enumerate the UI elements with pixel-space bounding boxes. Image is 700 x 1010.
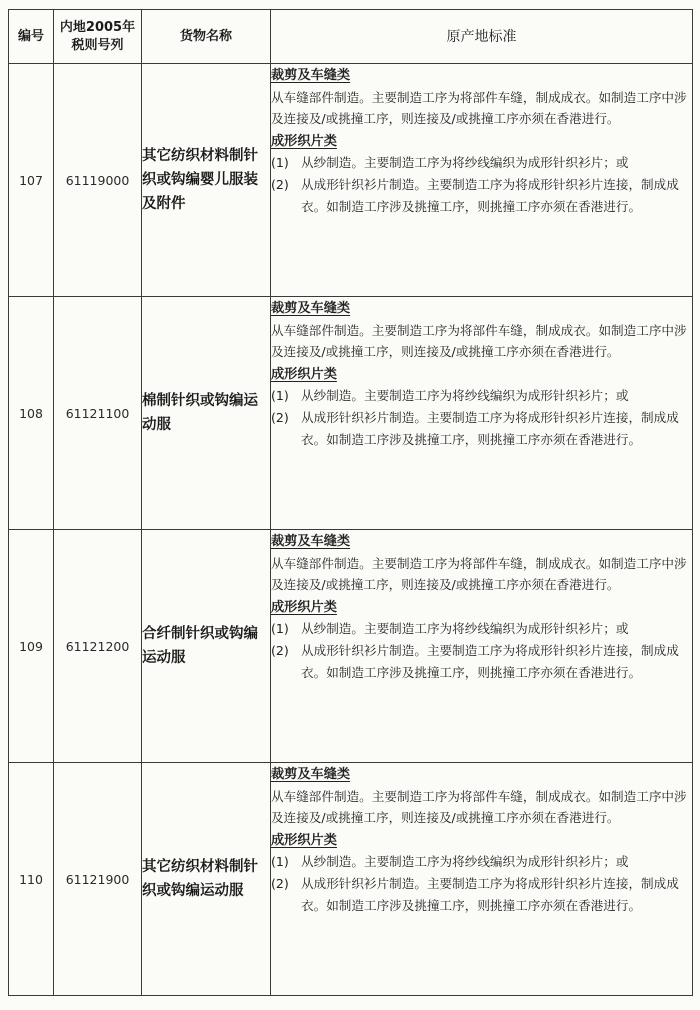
list-item-number: (2)	[271, 176, 289, 192]
standard-paragraph: 从车缝部件制造。主要制造工序为将部件车缝，制成成衣。如制造工序中涉及连接及/或挑撞工序，则连接及/或挑撞工序亦须在香港进行。	[271, 555, 687, 593]
standard-list-item	[271, 640, 692, 683]
header-origin-standard: 原产地标准	[271, 10, 693, 64]
list-item-text: 从纱制造。主要制造工序为将纱线编织为成形针织衫片；或	[301, 155, 629, 171]
standard-list-item	[271, 851, 692, 873]
list-item-text: 从纱制造。主要制造工序为将纱线编织为成形针织衫片；或	[301, 854, 629, 870]
header-tariff-code-line1: 内地2005年	[59, 19, 136, 35]
standard-list-item	[271, 385, 692, 407]
row-number: 110	[9, 763, 54, 996]
row-tariff-code: 61121100	[54, 297, 142, 530]
standard-heading-cut-and-sew: 裁剪及车缝类	[271, 534, 351, 549]
standard-heading-cut-and-sew: 裁剪及车缝类	[271, 68, 351, 83]
list-item-number: (1)	[271, 155, 289, 171]
standard-list-item	[271, 152, 692, 174]
list-item-text: 从成形针织衫片制造。主要制造工序为将成形针织衫片连接，制成成衣。如制造工序涉及挑撞工序，则挑撞工序亦须在香港进行。	[301, 176, 679, 214]
standard-list-item	[271, 407, 692, 450]
standard-heading-fully-fashioned: 成形织片类	[271, 133, 337, 149]
row-tariff-code: 61121900	[54, 763, 142, 996]
list-item-number: (1)	[271, 854, 289, 870]
table-row	[9, 64, 693, 297]
list-item-text: 从纱制造。主要制造工序为将纱线编织为成形针织衫片；或	[301, 621, 629, 637]
list-item-number: (2)	[271, 409, 289, 425]
list-item-number: (1)	[271, 388, 289, 404]
row-number: 108	[9, 297, 54, 530]
standard-list-item	[271, 174, 692, 217]
standard-list-item	[271, 618, 692, 640]
standard-heading-fully-fashioned: 成形织片类	[271, 832, 337, 848]
row-origin-standard	[271, 64, 693, 297]
list-item-text: 从纱制造。主要制造工序为将纱线编织为成形针织衫片；或	[301, 388, 629, 404]
list-item-text: 从成形针织衫片制造。主要制造工序为将成形针织衫片连接，制成成衣。如制造工序涉及挑撞工序，则挑撞工序亦须在香港进行。	[301, 409, 679, 447]
row-goods-name: 其它纺织材料制针织或钩编婴儿服装及附件	[142, 64, 271, 297]
header-tariff-code	[54, 10, 142, 64]
header-tariff-code-line2: 税则号列	[71, 37, 124, 53]
row-tariff-code: 61121200	[54, 530, 142, 763]
standard-heading-fully-fashioned: 成形织片类	[271, 366, 337, 382]
table-row	[9, 297, 693, 530]
header-number: 编号	[9, 10, 54, 64]
standard-paragraph: 从车缝部件制造。主要制造工序为将部件车缝，制成成衣。如制造工序中涉及连接及/或挑撞工序，则连接及/或挑撞工序亦须在香港进行。	[271, 89, 687, 127]
row-number: 107	[9, 64, 54, 297]
row-goods-name: 棉制针织或钩编运动服	[142, 297, 271, 530]
row-number: 109	[9, 530, 54, 763]
row-origin-standard	[271, 763, 693, 996]
standard-list-item	[271, 873, 692, 916]
row-goods-name: 合纤制针织或钩编运动服	[142, 530, 271, 763]
row-goods-name: 其它纺织材料制针织或钩编运动服	[142, 763, 271, 996]
document-page	[8, 9, 692, 996]
list-item-text: 从成形针织衫片制造。主要制造工序为将成形针织衫片连接，制成成衣。如制造工序涉及挑撞工序，则挑撞工序亦须在香港进行。	[301, 875, 679, 913]
table-row	[9, 763, 693, 996]
standard-paragraph: 从车缝部件制造。主要制造工序为将部件车缝，制成成衣。如制造工序中涉及连接及/或挑撞工序，则连接及/或挑撞工序亦须在香港进行。	[271, 322, 687, 360]
list-item-number: (1)	[271, 621, 289, 637]
standard-heading-cut-and-sew: 裁剪及车缝类	[271, 301, 351, 316]
row-tariff-code: 61119000	[54, 64, 142, 297]
list-item-number: (2)	[271, 642, 289, 658]
standard-heading-fully-fashioned: 成形织片类	[271, 599, 337, 615]
header-row	[9, 10, 693, 64]
row-origin-standard	[271, 530, 693, 763]
header-goods-name: 货物名称	[142, 10, 271, 64]
list-item-number: (2)	[271, 875, 289, 891]
standard-paragraph: 从车缝部件制造。主要制造工序为将部件车缝，制成成衣。如制造工序中涉及连接及/或挑撞工序，则连接及/或挑撞工序亦须在香港进行。	[271, 788, 687, 826]
standard-heading-cut-and-sew: 裁剪及车缝类	[271, 767, 351, 782]
row-origin-standard	[271, 297, 693, 530]
origin-rules-table	[8, 9, 693, 996]
list-item-text: 从成形针织衫片制造。主要制造工序为将成形针织衫片连接，制成成衣。如制造工序涉及挑撞工序，则挑撞工序亦须在香港进行。	[301, 642, 679, 680]
table-row	[9, 530, 693, 763]
